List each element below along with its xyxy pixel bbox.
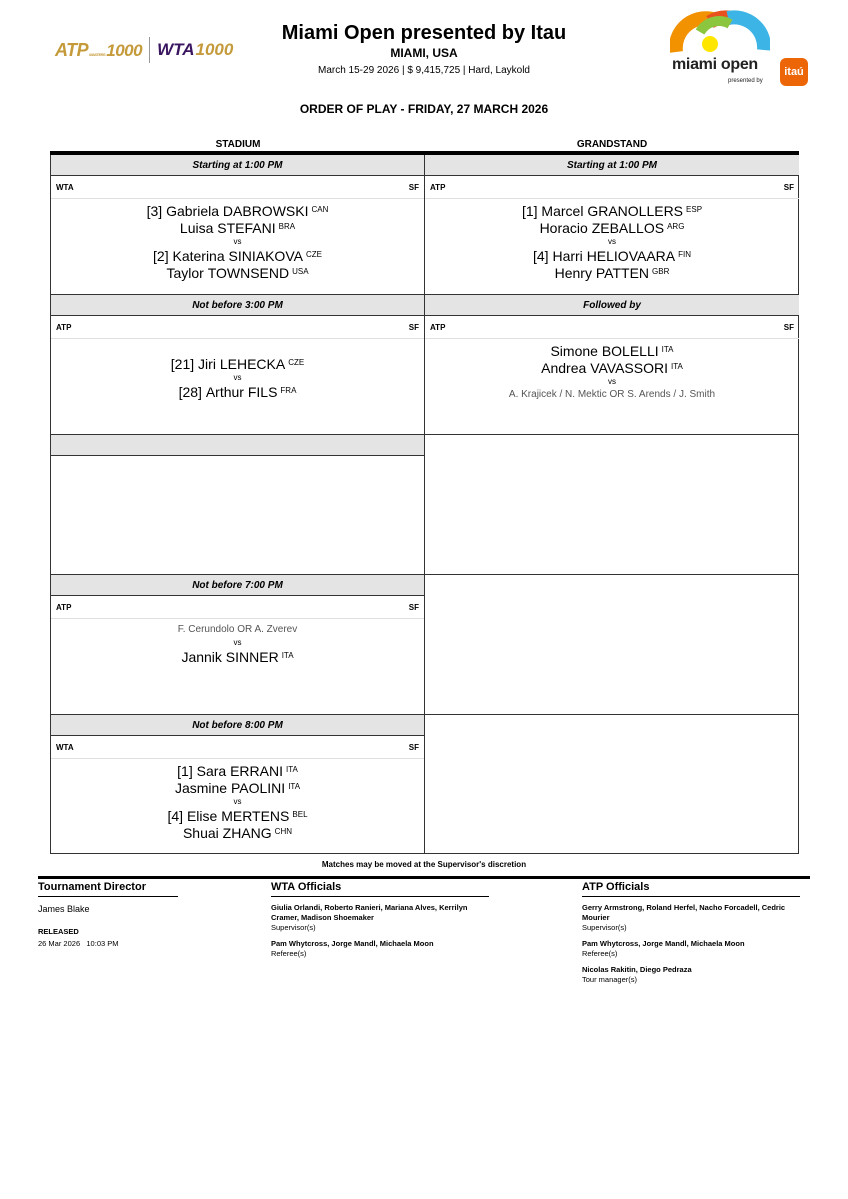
section-title: WTA Officials: [271, 881, 489, 897]
officials-role: Supervisor(s): [271, 923, 316, 932]
slot-time: [51, 435, 424, 456]
tour-label: ATP: [430, 322, 446, 332]
round-label: SF: [783, 182, 794, 192]
player-line: Luisa STEFANI $^{BRA}$: [179, 220, 296, 236]
slot-time: Not before 7:00 PM: [51, 575, 424, 596]
player-line: Henry PATTEN $^{GBR}$: [554, 265, 670, 281]
tournament-title-block: [240, 20, 608, 77]
round-label: SF: [408, 182, 419, 192]
officials-names: Nicolas Rakitin, Diego Pedraza: [582, 965, 692, 974]
miami-open-wordmark: miami open: [672, 56, 758, 73]
vs-label: vs: [233, 797, 242, 806]
court-name-grandstand: GRANDSTAND: [576, 139, 648, 150]
officials-top-bar: [38, 876, 810, 879]
wta-1000-logo: WTA 1000: [157, 40, 234, 59]
match-slot: [425, 155, 799, 295]
empty-slot: [425, 715, 799, 854]
player-line: [2] Katerina SINIAKOVA $^{CZE}$: [153, 248, 322, 264]
tbd-player: F. Cerundolo OR A. Zverev: [177, 624, 298, 635]
player-line: [21] Jiri LEHECKA $^{CZE}$: [170, 356, 305, 372]
header: [0, 0, 848, 100]
match-meta: [51, 316, 424, 339]
player-line: [1] Sara ERRANI $^{ITA}$: [177, 763, 298, 779]
player-line: [4] Elise MERTENS $^{BEL}$: [167, 808, 308, 824]
match-meta: [51, 176, 424, 199]
match-players: [425, 339, 799, 402]
presented-by-text: presented by: [728, 78, 763, 84]
tour-label: ATP: [56, 322, 72, 332]
tournament-director-section: [38, 881, 178, 948]
court-name-stadium: STADIUM: [215, 139, 261, 150]
player-line: Jannik SINNER $^{ITA}$: [181, 649, 294, 665]
order-of-play-title: ORDER OF PLAY - FRIDAY, 27 MARCH 2026: [299, 102, 549, 116]
tournament-info: March 15-29 2026 | $ 9,415,725 | Hard, Laykold: [318, 65, 530, 76]
officials-role: Referee(s): [582, 949, 618, 958]
match-players: [51, 619, 424, 665]
atp-masters-logo: ATP MASTERS 1000: [55, 39, 143, 60]
court-column-grandstand: [425, 155, 799, 853]
tour-label: ATP: [56, 602, 72, 612]
match-players: [425, 199, 799, 281]
match-meta: [51, 596, 424, 619]
match-meta: [425, 316, 799, 339]
tour-label: WTA: [56, 742, 74, 752]
match-meta: [425, 176, 799, 199]
atp-officials-section: [582, 881, 800, 985]
player-line: Simone BOLELLI $^{ITA}$: [550, 343, 674, 359]
empty-slot: [425, 435, 799, 575]
officials-role: Referee(s): [271, 949, 307, 958]
tournament-title: Miami Open presented by Itau: [281, 22, 567, 44]
officials-names: Gerry Armstrong, Roland Herfel, Nacho Forcadell, Cedric Mourier: [582, 903, 786, 922]
match-slot: [51, 715, 424, 854]
miami-open-logo: [668, 10, 813, 90]
tour-logos: [55, 35, 233, 65]
section-title: Tournament Director: [38, 881, 178, 897]
player-line: [1] Marcel GRANOLLERS $^{ESP}$: [521, 203, 703, 219]
round-label: SF: [783, 322, 794, 332]
match-slot: [51, 155, 424, 295]
miami-open-arc-icon: [670, 10, 770, 56]
slot-time: Followed by: [425, 295, 799, 316]
match-players: [51, 339, 424, 400]
released-datetime: 26 Mar 2026 10:03 PM: [38, 939, 119, 948]
match-players: [51, 759, 424, 841]
match-slot: [51, 295, 424, 435]
player-line: Jasmine PAOLINI $^{ITA}$: [174, 780, 301, 796]
vs-label: vs: [233, 373, 242, 382]
match-slot: [425, 295, 799, 435]
itau-logo: itaú: [780, 58, 808, 86]
logo-divider: [149, 37, 150, 63]
tournament-city: MIAMI, USA: [390, 46, 458, 60]
tour-label: WTA: [56, 182, 74, 192]
vs-label: vs: [233, 638, 242, 647]
player-line: [4] Harri HELIOVAARA $^{FIN}$: [532, 248, 692, 264]
slot-time: Not before 3:00 PM: [51, 295, 424, 316]
vs-label: vs: [608, 237, 616, 246]
player-line: [28] Arthur FILS $^{FRA}$: [178, 384, 297, 400]
court-column-stadium: [51, 155, 425, 853]
player-line: Andrea VAVASSORI $^{ITA}$: [541, 360, 683, 376]
officials-names: Giulia Orlandi, Roberto Ranieri, Mariana Alves, Kerrilyn Cramer, Madison Shoemaker: [271, 903, 468, 922]
director-name: James Blake: [38, 904, 90, 914]
match-slot: [51, 575, 424, 715]
section-title: ATP Officials: [582, 881, 800, 897]
player-line: Shuai ZHANG $^{CHN}$: [182, 825, 293, 841]
round-label: SF: [408, 322, 419, 332]
match-players: [51, 199, 424, 281]
round-label: SF: [408, 602, 419, 612]
empty-slot: [425, 575, 799, 715]
released-label: RELEASED: [38, 927, 79, 936]
match-slot-empty: [51, 435, 424, 575]
player-line: [3] Gabriela DABROWSKI $^{CAN}$: [146, 203, 329, 219]
player-line: Horacio ZEBALLOS $^{ARG}$: [539, 220, 685, 236]
vs-label: vs: [233, 237, 242, 246]
tour-label: ATP: [430, 182, 446, 192]
player-line: Taylor TOWNSEND $^{USA}$: [166, 265, 309, 281]
order-of-play-grid: [50, 155, 799, 854]
officials-names: Pam Whytcross, Jorge Mandl, Michaela Moon: [271, 939, 434, 948]
officials-role: Supervisor(s): [582, 923, 627, 932]
supervisor-note: Matches may be moved at the Supervisor's discretion: [321, 860, 527, 869]
officials-names: Pam Whytcross, Jorge Mandl, Michaela Moon: [582, 939, 745, 948]
slot-time: Not before 8:00 PM: [51, 715, 424, 736]
tbd-team: A. Krajicek / N. Mektic OR S. Arends / J. Smith: [508, 389, 716, 400]
wta-officials-section: [271, 881, 489, 959]
round-label: SF: [408, 742, 419, 752]
vs-label: vs: [608, 377, 616, 386]
officials-role: Tour manager(s): [582, 975, 638, 984]
slot-time: Starting at 1:00 PM: [425, 155, 799, 176]
match-meta: [51, 736, 424, 759]
slot-time: Starting at 1:00 PM: [51, 155, 424, 176]
